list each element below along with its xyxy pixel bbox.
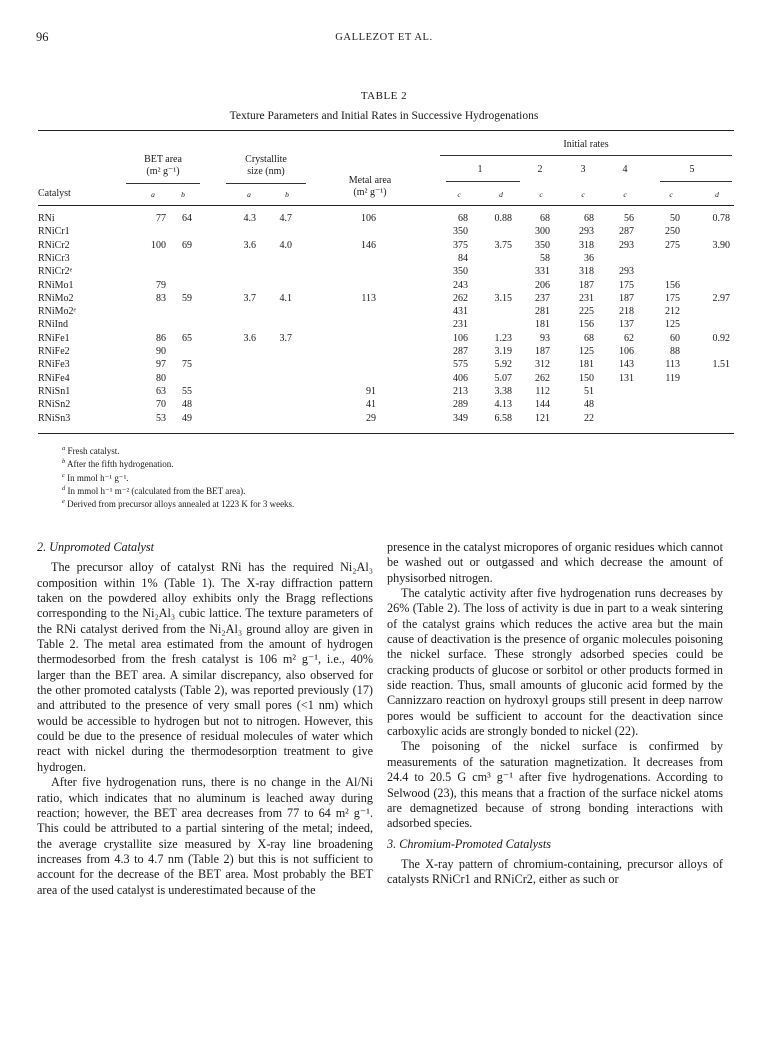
table-cell-metal: 113 [361,292,376,304]
table-cell-r1c: 350 [453,226,468,238]
table-cell-r5c: 175 [665,292,680,304]
table-cell-r1d: 3.15 [494,292,512,304]
sub-r5-c: c [669,190,673,199]
sub-r1-c: c [457,190,461,199]
table-cell-r5c: 212 [665,306,680,318]
table-cell-r3: 36 [584,252,594,264]
table-cell-r2: 281 [535,306,550,318]
table-cell-r1d: 5.07 [494,372,512,384]
table-cell-r1c: 289 [453,399,468,411]
table-cell-bet-b: 48 [182,399,192,411]
catalyst-name: RNiFe2 [38,346,70,357]
table-cell-r1c: 431 [453,306,468,318]
table-cell-r3: 231 [579,292,594,304]
table-cell-r2: 206 [535,279,550,291]
table-cell-r5c: 50 [670,213,680,224]
table-label: TABLE 2 [360,90,408,102]
sub-r5-d: d [715,190,719,199]
table-cell-cs-b: 3.7 [279,332,292,344]
sub-bet-a: a [151,190,155,199]
table-cell-r3: 318 [579,239,594,251]
table-cell-r3: 156 [579,319,594,331]
table-cell-r2: 300 [535,226,550,238]
table-cell-r1c: 262 [453,292,468,304]
table-cell-r1c: 375 [453,239,468,251]
right-paragraph-3: The poisoning of the nickel surface is confirmed by measurements of the saturation magnetization. It decreases from 24.4 to 20.5 G cm³ g⁻¹ after five hydrogenations. According to Selwood (23), this means that a fraction of the surface nickel atoms are demagnetized because of strong bonding interactions with adsorbed species. [387,739,723,831]
table-cell-r2: 187 [535,346,550,357]
sub-r4-c: c [623,190,627,199]
table-cell-r2: 237 [535,292,550,304]
table-cell-r1d: 0.88 [494,213,512,224]
table-cell-r5c: 60 [670,332,680,344]
table-cell-bet-a: 86 [156,332,166,344]
table-cell-cs-a: 3.6 [243,239,256,251]
run5-rule [660,181,732,182]
table-cell-cs-b: 4.7 [279,213,292,224]
table-cell-r5d: 0.78 [712,213,730,224]
table-cell-r3: 22 [584,412,594,424]
table-cell-r4: 287 [619,226,634,238]
table-cell-r1c: 287 [453,346,468,357]
table-cell-r1c: 350 [453,266,468,278]
catalyst-name: RNiCr3 [38,252,70,264]
catalyst-name: RNiInd [38,319,68,331]
table-cell-r5c: 275 [665,239,680,251]
table-cell-cs-a: 3.6 [243,332,256,344]
table-cell-r4: 175 [619,279,634,291]
table-cell-cs-a: 4.3 [243,213,256,224]
table-cell-r4: 187 [619,292,634,304]
header-run-5: 5 [689,164,695,175]
footnote-c: $^c$ In mmol h⁻¹ g⁻¹. [62,471,129,483]
table-cell-r1c: 213 [453,385,468,397]
table-cell-metal: 29 [366,412,376,424]
table-cell-r3: 181 [579,359,594,371]
catalyst-name: RNiMo2ᵉ [38,306,77,318]
table-cell-r3: 225 [579,306,594,318]
footnote-e: $^e$ Derived from precursor alloys annealed at 1223 K for 3 weeks. [62,498,295,510]
header-metal-units: (m² g⁻¹) [353,187,387,198]
table-cell-r5c: 119 [665,372,680,384]
table-cell-r1d: 1.23 [494,332,512,344]
table-cell-r5c: 88 [670,346,680,357]
section-3-heading: 3. Chromium-Promoted Catalysts [387,836,551,851]
catalyst-name: RNiCr1 [38,226,70,238]
left-column [37,540,373,898]
table-cell-r3: 150 [579,372,594,384]
table-cell-metal: 91 [366,385,376,397]
table-cell-r3: 187 [579,279,594,291]
table-cell-r2: 93 [540,332,550,344]
table-cell-r1d: 4.13 [494,399,512,411]
catalyst-name: RNiCr2 [38,239,70,251]
footnote-b: $^b$ After the fifth hydrogenation. [62,458,174,470]
table-cell-r1c: 575 [453,359,468,371]
table-cell-bet-b: 49 [182,412,192,424]
table-cell-r5d: 1.51 [712,359,730,371]
table-cell-r4: 137 [619,319,634,331]
table-cell-r5c: 113 [665,359,680,371]
table-cell-r3: 68 [584,332,594,344]
running-head: GALLEZOT ET AL. [335,32,433,43]
table-cell-r3: 125 [579,346,594,357]
catalyst-name: RNiCr2ᵉ [38,266,73,278]
bet-rule [126,183,200,184]
header-catalyst: Catalyst [38,188,71,199]
table-cell-r1c: 231 [453,319,468,331]
table-top-rule [38,130,734,131]
table-cell-r1c: 106 [453,332,468,344]
catalyst-name: RNiMo1 [38,279,74,291]
page-number: 96 [36,30,49,44]
table-cell-r4: 131 [619,372,634,384]
catalyst-name: RNiSn1 [38,385,71,397]
left-paragraph-1: The precursor alloy of catalyst RNi has the required Ni₂Al₃ composition within 1% (Table 1). The X-ray diffraction pattern taken on the powdered alloy exhibits only the Bragg reflections corresponding to the Ni₂Al₃ cubic lattice. The texture parameters of the RNi catalyst derived from the Ni₂Al₃ ground alloy are given in Table 2. The metal area estimated from the amount of hydrogen thermodesorbed from the fresh catalyst is 106 m² g⁻¹, i.e., 40% larger than the BET area. A similar discrepancy, also observed for the other promoted catalysts (Table 2), was reported previously (17) and attributed to the presence of very small pores (<1 nm) which would be accessible to hydrogen but not to nitrogen. However, this could be due to the presence of residual molecules of water which react with nickel during the thermodesorption treatment to give hydrogen. [37,560,373,774]
table-cell-r1d: 3.75 [494,239,512,251]
table-cell-metal: 146 [361,239,376,251]
initial-rates-rule [440,155,732,156]
table-cell-r1d: 6.58 [494,412,512,424]
catalyst-name: RNiMo2 [38,292,74,304]
sub-bet-b: b [181,190,185,199]
table-cell-bet-a: 70 [156,399,166,411]
header-initial-rates: Initial rates [563,139,609,150]
table-cell-r5c: 250 [665,226,680,238]
right-paragraph-1: presence in the catalyst micropores of organic residues which cannot be washed out or outgassed and which decrease the amount of physisorbed nitrogen. [387,540,723,585]
table-cell-r2: 144 [535,399,550,411]
table-cell-r4: 62 [624,332,634,344]
table-cell-metal: 41 [366,399,376,411]
table-cell-r2: 350 [535,239,550,251]
table-cell-bet-a: 53 [156,412,166,424]
right-paragraph-2: The catalytic activity after five hydrogenation runs decreases by 26% (Table 2). The loss of activity is due in part to a weak sintering of the catalyst grains which reduces the active area but the main cause of deactivation is the presence of organic molecules poisoning the nickel surface. These strongly adsorbed species could be cracking products of glucose or sorbitol or other products formed in side reaction. Thus, small amounts of gluconic acid formed by the Cannizzaro reaction on hydroxyl groups still present in deep narrow pores would be sufficient to account for the deactivation since carboxylic acids are strongly bonded to nickel (22). [387,586,723,739]
table-cell-r5d: 0.92 [712,332,730,344]
table-cell-bet-a: 97 [156,359,166,371]
table-cell-bet-b: 65 [182,332,192,344]
left-paragraph-2: After five hydrogenation runs, there is no change in the Al/Ni ratio, which indicates that no aluminum is leached away during reaction; however, the BET area decreases from 77 to 64 m² g⁻¹. This could be attributed to a partial sintering of the metal; indeed, the average crystallite size measured by X-ray line broadening increases from 4.3 to 4.7 nm (Table 2) but this is not sufficient to account for the decrease of the BET area. Most probably the BET area of the used catalyst is underestimated because of the [37,775,373,897]
sub-r2-c: c [539,190,543,199]
table-header-rule [38,205,734,206]
table-cell-r1c: 84 [458,252,468,264]
table-cell-r4: 56 [624,213,634,224]
table-cell-bet-a: 63 [156,385,166,397]
footnote-d: $^d$ In mmol h⁻¹ m⁻² (calculated from the BET area). [62,484,246,496]
table-cell-r2: 121 [535,412,550,424]
header-run-4: 4 [622,164,628,175]
table-cell-r4: 218 [619,306,634,318]
table-cell-r1d: 3.38 [494,385,512,397]
section-2-heading: 2. Unpromoted Catalyst [37,540,155,554]
table-cell-r1c: 68 [458,213,468,224]
table-cell-bet-b: 59 [182,292,192,304]
table-cell-r3: 48 [584,399,594,411]
table-cell-metal: 106 [361,213,376,224]
table-bottom-rule [38,433,734,434]
table-cell-r3: 318 [579,266,594,278]
table-cell-r2: 68 [540,213,550,224]
table-cell-r4: 106 [619,346,634,357]
table-cell-bet-a: 100 [151,239,166,251]
table-title: Texture Parameters and Initial Rates in Successive Hydrogenations [229,110,539,122]
table-cell-r4: 293 [619,239,634,251]
table-cell-r1c: 349 [453,412,468,424]
table-cell-r5c: 125 [665,319,680,331]
sub-r1-d: d [499,190,503,199]
right-column [387,540,723,888]
table-cell-r2: 181 [535,319,550,331]
table-cell-bet-a: 79 [156,279,166,291]
header-run-1: 1 [477,164,483,175]
table-cell-bet-a: 77 [156,213,166,224]
header-metal-area: Metal area [348,175,392,186]
header-run-2: 2 [537,164,543,175]
right-paragraph-4: The X-ray pattern of chromium-containing, precursor alloys of catalysts RNiCr1 and RNiCr2, either as such or [387,856,723,887]
table-cell-r4: 143 [619,359,634,371]
table-cell-bet-b: 69 [182,239,192,251]
catalyst-name: RNiFe3 [38,359,70,371]
table-cell-r3: 293 [579,226,594,238]
table-cell-r2: 112 [535,385,550,397]
table-cell-r4: 293 [619,266,634,278]
table-cell-r3: 68 [584,213,594,224]
header-run-3: 3 [580,164,586,175]
catalyst-name: RNiSn2 [38,399,71,411]
table-cell-r1d: 5.92 [494,359,512,371]
table-cell-cs-b: 4.0 [279,239,292,251]
catalyst-name: RNiFe1 [38,332,70,344]
table-cell-r1c: 406 [453,372,468,384]
table-cell-cs-b: 4.1 [279,292,292,304]
crystallite-rule [226,183,306,184]
table-cell-bet-a: 80 [156,372,166,384]
table-cell-r5d: 2.97 [712,292,730,304]
table-cell-bet-b: 64 [182,213,192,224]
header-crystallite: Crystallite [245,154,287,165]
table-cell-r3: 51 [584,385,594,397]
table-cell-r5c: 156 [665,279,680,291]
catalyst-name: RNi [38,213,55,224]
table-cell-bet-a: 90 [156,346,166,357]
table-cell-r1d: 3.19 [494,346,512,357]
header-bet-units: (m² g⁻¹) [146,166,180,177]
catalyst-name: RNiSn3 [38,412,71,424]
table-cell-bet-b: 55 [182,385,192,397]
table-cell-r2: 262 [535,372,550,384]
footnote-a: $^a$ Fresh catalyst. [62,445,120,456]
table-cell-bet-a: 83 [156,292,166,304]
table-cell-r1c: 243 [453,279,468,291]
sub-cs-b: b [285,190,289,199]
header-crystallite-units: size (nm) [247,166,285,177]
catalyst-name: RNiFe4 [38,372,70,384]
table-cell-cs-a: 3.7 [243,292,256,304]
table-cell-r2: 312 [535,359,550,371]
table-cell-r5d: 3.90 [712,239,730,251]
table-cell-bet-b: 75 [182,359,192,371]
header-bet-area: BET area [144,154,182,165]
run1-rule [446,181,520,182]
sub-cs-a: a [247,190,251,199]
table-footnotes [62,445,294,511]
table-cell-r2: 58 [540,252,550,264]
sub-r3-c: c [581,190,585,199]
table-cell-r2: 331 [535,266,550,278]
